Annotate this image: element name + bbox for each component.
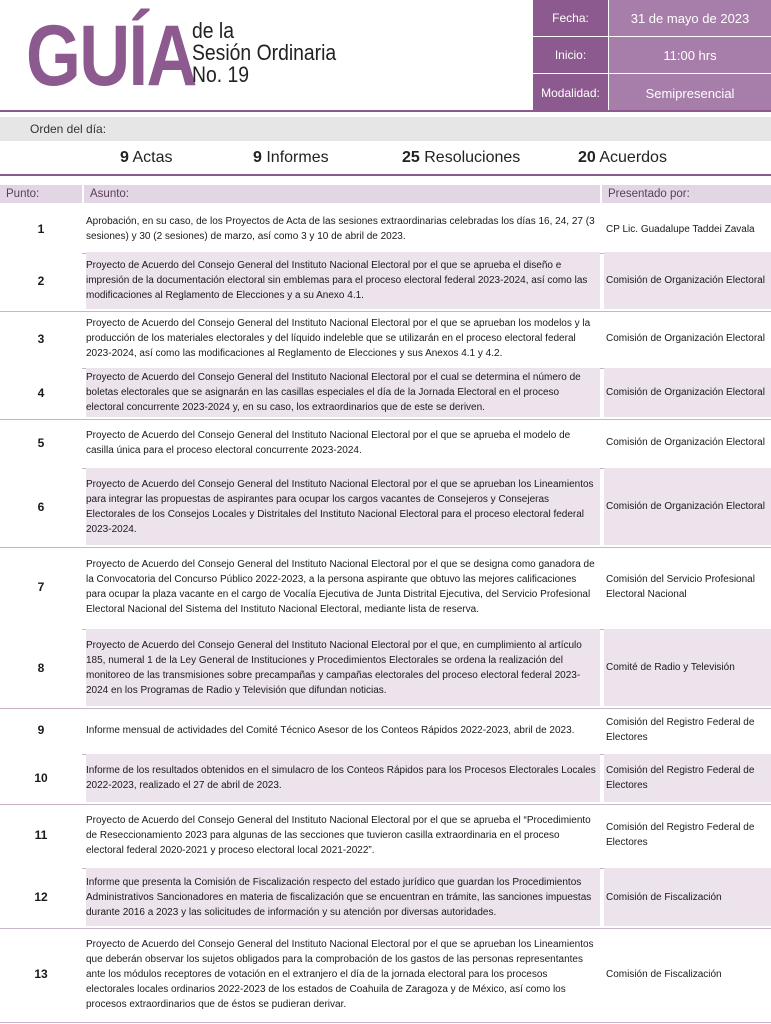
row-presentado: Comisión de Organización Electoral: [606, 333, 765, 344]
table-row: [0, 928, 771, 1020]
session-meta: [533, 0, 771, 112]
row-asunto: [86, 368, 600, 417]
row-presentado: Comisión de Organización Electoral: [604, 252, 771, 309]
meta-modalidad: [533, 74, 771, 112]
row-asunto-text: Aprobación, en su caso, de los Proyectos de Acta de las sesiones extraordinarias celebradas los días 16, 24, 27 (3 sesiones) y 30 (2 sesiones) de marzo, así como 3 y 10 de abril de 2023.: [86, 216, 595, 242]
row-asunto: [86, 468, 600, 545]
count-number: 9: [253, 149, 262, 166]
document-header: [0, 0, 771, 112]
row-punto: 1: [37, 222, 45, 236]
row-presentado: Comisión del Registro Federal de Electores: [606, 717, 755, 743]
row-punto: 13: [34, 967, 48, 981]
column-header-asunto: Asunto:: [84, 185, 600, 203]
counts-divider: [0, 174, 771, 176]
row-presentado: CP Lic. Guadalupe Taddei Zavala: [606, 223, 755, 235]
table-row: [0, 468, 771, 545]
row-punto: 3: [37, 331, 45, 346]
table-row: [0, 207, 771, 251]
table-row: [0, 708, 771, 752]
row-asunto: [86, 547, 600, 627]
count-label: Informes: [266, 149, 329, 166]
table-row: [0, 419, 771, 466]
row-asunto: [86, 252, 600, 309]
row-presentado: Comisión del Registro Federal de Electores: [604, 754, 771, 802]
count-label: Actas: [132, 149, 173, 166]
table-row: [0, 754, 771, 802]
row-presentado: Comisión de Fiscalización: [606, 968, 722, 980]
row-punto: 8: [0, 629, 82, 706]
count-number: 20: [578, 149, 596, 166]
subtitle-line-1: de la: [192, 18, 234, 43]
row-asunto-text: Informe de los resultados obtenidos en el simulacro de los Conteos Rápidos para los Procesos Electorales Locales 2022-2023, realizado el 27 de abril de 2023.: [86, 765, 596, 791]
meta-label: Modalidad:: [533, 74, 609, 112]
column-header-presentado: Presentado por:: [602, 185, 771, 203]
column-header-punto: Punto:: [0, 185, 82, 203]
row-punto: 4: [0, 368, 82, 417]
row-asunto: [86, 207, 600, 251]
meta-label: Fecha:: [533, 0, 609, 36]
row-asunto: [86, 311, 600, 366]
row-presentado: Comisión de Fiscalización: [604, 868, 771, 926]
row-asunto-text: Proyecto de Acuerdo del Consejo General del Instituto Nacional Electoral por el que se aprueba el diseño e impresión de la documentación electoral sin emblemas para el proceso electoral federal 2023-2024, así como las modificaciones al Reglamento de Elecciones y a su Anexo 4.1.: [86, 260, 588, 301]
orden-label: Orden del día:: [30, 122, 107, 136]
row-asunto-text: Informe que presenta la Comisión de Fiscalización respecto del estado jurídico que guardan los Procedimientos Administrativos Sancionadores en materia de fiscalización que se encuentran en trámite, las sanciones impuestas durante 2016 a 2023 y las solicitudes de información y su atención por diversas autoridades.: [86, 876, 592, 918]
meta-value: 11:00 hrs: [609, 37, 771, 73]
table-row: [0, 252, 771, 309]
row-punto: 11: [34, 828, 48, 842]
row-punto: 2: [0, 252, 82, 309]
row-presentado: Comisión de Organización Electoral: [604, 368, 771, 417]
meta-label: Inicio:: [533, 37, 609, 73]
row-presentado: Comisión del Registro Federal de Electores: [606, 822, 755, 848]
row-asunto-text: Proyecto de Acuerdo del Consejo General del Instituto Nacional Electoral por el que se aprueban los Lineamientos que deberán observar los sujetos obligados para la comprobación de los gastos de las personas representantes ante los módulos receptores de votación en el extranjero el día de la jornada electoral para los procesos electorales locales ordinarios 2022-2023 de los estados de Coahuila de Zaragoza y de México, así como los procesos extraordinarios que de éstos se pudieran derivar.: [86, 938, 594, 1010]
row-asunto: [86, 708, 600, 752]
count-actas: [120, 149, 172, 167]
subtitle-line-2: Sesión Ordinaria: [192, 40, 337, 65]
row-asunto-text: Proyecto de Acuerdo del Consejo General del Instituto Nacional Electoral por el cual se determina el número de boletas electorales que se asignarán en las casillas especiales el día de la Jornada Electoral en el proceso electoral concurrente 2023-2024 y, en su caso, los extraordinarios que de este se deriven.: [86, 372, 581, 413]
count-informes: [253, 149, 329, 167]
meta-fecha: [533, 0, 771, 37]
row-asunto-text: Proyecto de Acuerdo del Consejo General del Instituto Nacional Electoral por el que se aprueba el modelo de casilla única para el proceso electoral concurrente 2023-2024.: [86, 429, 571, 456]
row-punto: 10: [0, 754, 82, 802]
row-presentado: Comisión de Organización Electoral: [606, 437, 765, 448]
row-asunto: [86, 419, 600, 466]
row-presentado: Comisión de Organización Electoral: [604, 468, 771, 545]
row-asunto: [86, 868, 600, 926]
meta-inicio: [533, 37, 771, 74]
row-asunto-text: Proyecto de Acuerdo del Consejo General del Instituto Nacional Electoral por el que se aprueban los Lineamientos para integrar las propuestas de aspirantes para ocupar los cargos vacantes de Consejeros y Consejeras Electorales de los Consejos Locales y Distritales del Instituto Nacional Electoral para el proceso electoral federal 2023-2024.: [86, 478, 594, 535]
table-row: [0, 311, 771, 366]
row-separator: [0, 1022, 771, 1023]
row-presentado: Comisión del Servicio Profesional Electoral Nacional: [606, 574, 755, 600]
count-label: Acuerdos: [599, 149, 667, 166]
session-title: [192, 20, 356, 86]
table-row: [0, 868, 771, 926]
table-row: [0, 368, 771, 417]
subtitle-line-3: No. 19: [192, 62, 250, 87]
orden-del-dia-bar: [0, 117, 771, 141]
count-acuerdos: [578, 149, 667, 167]
count-number: 25: [402, 149, 420, 166]
count-number: 9: [120, 149, 129, 166]
row-asunto-text: Informe mensual de actividades del Comité Técnico Asesor de los Conteos Rápidos 2022-2023, abril de 2023.: [86, 724, 575, 736]
agenda-counts: [0, 143, 771, 173]
meta-value: 31 de mayo de 2023: [609, 0, 771, 36]
row-punto: 5: [37, 435, 45, 450]
row-asunto-text: Proyecto de Acuerdo del Consejo General del Instituto Nacional Electoral por el que se aprueban los modelos y la producción de los materiales electorales y del líquido indeleble que se utilizarán en el proceso electoral federal 2023-2024, así como las modificaciones al Reglamento de Elecciones y sus Anexos 4.1 y 4.2.: [86, 318, 591, 359]
row-asunto: [86, 754, 600, 802]
row-punto: 7: [37, 580, 45, 594]
row-punto: 12: [0, 868, 82, 926]
row-asunto: [86, 629, 600, 706]
meta-value: Semipresencial: [609, 74, 771, 112]
guia-logo: GUÍA: [26, 8, 196, 104]
row-asunto-text: Proyecto de Acuerdo del Consejo General del Instituto Nacional Electoral por el que, en cumplimiento al artículo 185, numeral 1 de la Ley General de Instituciones y Procedimientos Electorales se ordena la realización del monitoreo de las transmisiones sobre precampañas y campañas electorales del proceso electoral federal 2023-2024 en los Programas de Radio y Televisión que difundan noticias.: [86, 639, 582, 696]
count-resoluciones: [402, 149, 520, 167]
count-label: Resoluciones: [424, 149, 521, 166]
row-asunto-text: Proyecto de Acuerdo del Consejo General del Instituto Nacional Electoral por el que se aprueba el “Procedimiento de Reseccionamiento 2023 para algunas de las secciones que tuvieron casilla extraordinaria en el proceso electoral federal 2020-2021 y proceso electoral local 2021-2022”.: [86, 814, 591, 856]
table-row: [0, 547, 771, 627]
header-divider: [0, 110, 771, 112]
row-asunto-text: Proyecto de Acuerdo del Consejo General del Instituto Nacional Electoral por el que se designa como ganadora de la Convocatoria del Concurso Público 2022-2023, a la persona aspirante que obtuvo las mejores calificaciones para ocupar la plaza vacante en el cargo de Vocalía Ejecutiva de Junta Distrital Ejecutiva, del Servicio Profesional Electoral Nacional del Sistema del Instituto Nacional Electoral, mediante lista de reserva.: [86, 559, 595, 615]
row-punto: 6: [0, 468, 82, 545]
row-asunto: [86, 804, 600, 866]
row-presentado: Comité de Radio y Televisión: [604, 629, 771, 706]
row-punto: 9: [37, 723, 45, 737]
row-asunto: [86, 928, 600, 1020]
table-row: [0, 629, 771, 706]
table-row: [0, 804, 771, 866]
